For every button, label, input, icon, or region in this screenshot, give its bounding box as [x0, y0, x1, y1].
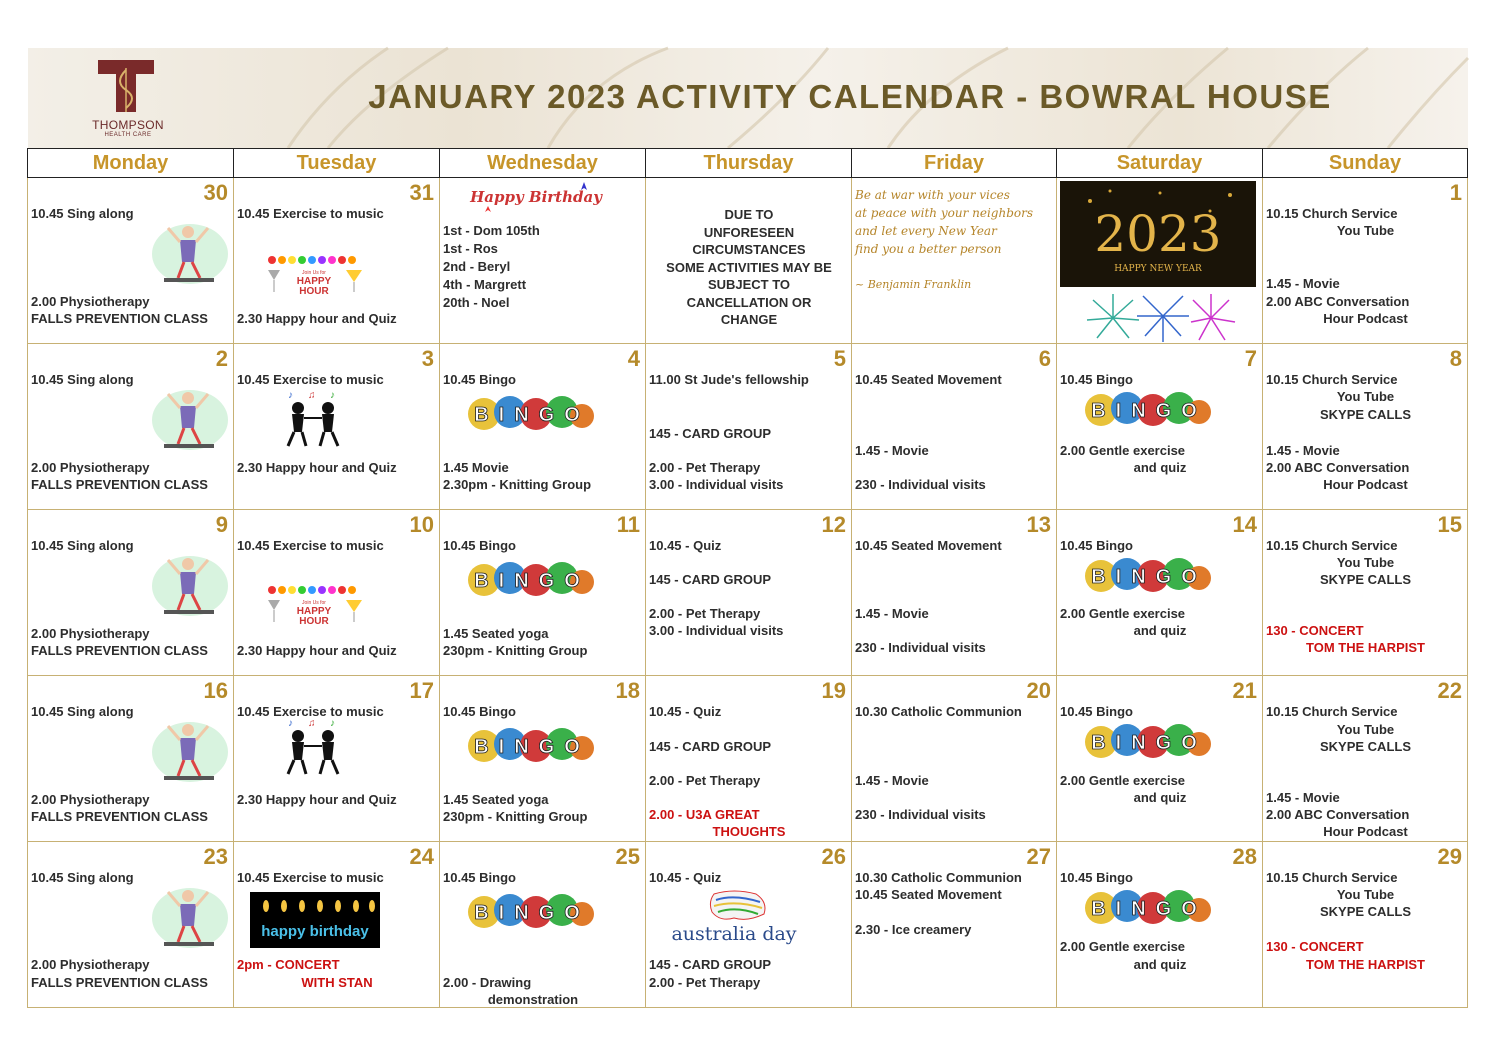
day-cell — [646, 510, 852, 676]
day-cell — [646, 344, 852, 510]
activity: 10.45 - Quiz — [649, 538, 722, 553]
day-number: 6 — [1038, 346, 1051, 371]
day-cell — [28, 178, 234, 344]
activity: SKYPE CALLS — [1319, 739, 1411, 754]
day-cell — [28, 344, 234, 510]
activity: 2.00 Gentle exercise — [1060, 443, 1186, 458]
activity: SKYPE CALLS — [1319, 572, 1411, 587]
dancer-icon — [150, 550, 230, 616]
activity-highlight: WITH STAN — [301, 975, 373, 990]
activity: 1.45 Seated yoga — [443, 792, 549, 807]
day-number: 7 — [1244, 346, 1257, 371]
activity: and quiz — [1133, 623, 1187, 638]
activity: 10.45 Seated Movement — [855, 538, 1002, 553]
activity: 2.00 - Pet Therapy — [649, 773, 761, 788]
quote-line: find you a better person — [855, 242, 1002, 256]
activity: 1.45 - Movie — [855, 606, 929, 621]
activity: and quiz — [1133, 790, 1187, 805]
day-cell — [1057, 510, 1263, 676]
activity: FALLS PREVENTION CLASS — [31, 477, 208, 492]
quote-line: and let every New Year — [855, 224, 997, 238]
day-number: 22 — [1437, 678, 1462, 703]
activity: Hour Podcast — [1323, 311, 1408, 326]
day-number: 5 — [833, 346, 846, 371]
weekday-tuesday: Tuesday — [234, 149, 440, 178]
svg-text:♪: ♪ — [330, 718, 335, 729]
activity: 10.45 Bingo — [1060, 870, 1133, 885]
day-number: 27 — [1026, 844, 1051, 869]
day-cell — [852, 178, 1057, 344]
activity: 10.45 Bingo — [443, 870, 516, 885]
activity: Hour Podcast — [1323, 824, 1408, 839]
activity-highlight: TOM THE HARPIST — [1306, 957, 1425, 972]
dancer-icon — [150, 716, 230, 782]
day-number: 25 — [615, 844, 640, 869]
day-number: 18 — [615, 678, 640, 703]
dancer-icon — [150, 384, 230, 450]
day-number: 15 — [1437, 512, 1462, 537]
activity: 230pm - Knitting Group — [443, 809, 588, 824]
day-number: 14 — [1232, 512, 1257, 537]
activity: 145 - CARD GROUP — [649, 572, 772, 587]
birthday-candles-icon — [250, 892, 380, 948]
day-cell — [234, 676, 440, 842]
activity: 2.00 Gentle exercise — [1060, 939, 1186, 954]
birthday-entry: 2nd - Beryl — [443, 259, 511, 274]
svg-text:♫: ♫ — [308, 718, 316, 729]
activity: 10.45 Bingo — [443, 704, 516, 719]
activity: 2.00 Physiotherapy — [31, 626, 150, 641]
day-cell — [852, 344, 1057, 510]
page-title: JANUARY 2023 ACTIVITY CALENDAR - BOWRAL HOUSE — [368, 78, 1332, 115]
day-cell — [440, 510, 646, 676]
activity: 2.00 - Pet Therapy — [649, 975, 761, 990]
birthday-candles-text: happy birthday — [261, 923, 369, 940]
happy-hour-icon — [262, 584, 368, 628]
svg-text:♪: ♪ — [330, 390, 335, 401]
activity: 11.00 St Jude's fellowship — [649, 372, 809, 387]
activity: 2.00 ABC Conversation — [1266, 294, 1410, 309]
activity: 2.00 Physiotherapy — [31, 294, 150, 309]
activity: You Tube — [1336, 389, 1395, 404]
dancing-couple-icon — [278, 718, 348, 778]
activity: 10.45 Sing along — [31, 704, 134, 719]
week-row-1 — [28, 178, 1468, 344]
day-cell — [1263, 510, 1468, 676]
calendar-grid — [27, 148, 1468, 1008]
activity: 10.45 Seated Movement — [855, 372, 1002, 387]
day-cell — [28, 510, 234, 676]
happy-hour-text2: HOUR — [299, 286, 329, 297]
day-cell — [852, 510, 1057, 676]
day-cell — [646, 676, 852, 842]
day-cell — [440, 178, 646, 344]
bingo-balls-icon — [1083, 386, 1211, 434]
bingo-balls-icon — [466, 722, 594, 770]
birthday-text: Happy Birthday — [470, 188, 602, 206]
logo-t-icon — [78, 58, 178, 118]
activity: 1.45 Seated yoga — [443, 626, 549, 641]
activity: 10.45 Bingo — [443, 372, 516, 387]
weekday-thursday: Thursday — [646, 149, 852, 178]
notice-line: SOME ACTIVITIES MAY BE — [666, 259, 832, 275]
day-cell — [234, 344, 440, 510]
day-number: 4 — [627, 346, 640, 371]
week-row-4 — [28, 676, 1468, 842]
notice-line: CHANGE — [720, 312, 778, 327]
day-number: 11 — [616, 512, 640, 537]
day-cell — [646, 178, 852, 344]
activity-highlight: THOUGHTS — [712, 824, 786, 839]
activity: FALLS PREVENTION CLASS — [31, 975, 208, 990]
notice — [646, 206, 852, 329]
activity: 2.30 Happy hour and Quiz — [237, 311, 397, 326]
activity: 2.00 Gentle exercise — [1060, 773, 1186, 788]
activity: 145 - CARD GROUP — [649, 426, 772, 441]
happy-hour-top: Join Us for — [302, 270, 326, 276]
svg-text:♫: ♫ — [308, 390, 316, 401]
notice-line: SUBJECT TO — [707, 277, 791, 292]
activity: 1.45 - Movie — [855, 443, 929, 458]
activity: 2.00 Physiotherapy — [31, 792, 150, 807]
activity: 2.00 Gentle exercise — [1060, 606, 1186, 621]
thompson-logo — [78, 58, 178, 142]
activity: Hour Podcast — [1323, 477, 1408, 492]
happy-hour-icon — [262, 254, 368, 298]
day-number: 24 — [409, 844, 434, 869]
bingo-balls-icon — [466, 390, 594, 438]
day-cell — [234, 178, 440, 344]
day-number: 21 — [1232, 678, 1257, 703]
day-number: 28 — [1232, 844, 1257, 869]
new-year-2023-icon — [1060, 181, 1256, 287]
activity: 10.45 Sing along — [31, 206, 134, 221]
activity: 10.30 Catholic Communion — [855, 704, 1022, 719]
fireworks-icon — [1073, 290, 1241, 346]
australia-day-text: australia day — [671, 923, 797, 945]
activity: SKYPE CALLS — [1319, 904, 1411, 919]
birthday-entry: 1st - Dom 105th — [443, 223, 540, 238]
activity: FALLS PREVENTION CLASS — [31, 643, 208, 658]
activity: 10.30 Catholic Communion — [855, 870, 1022, 885]
new-year-text: HAPPY NEW YEAR — [1114, 264, 1202, 274]
activity: 10.45 Sing along — [31, 538, 134, 553]
activity: and quiz — [1133, 957, 1187, 972]
activity: FALLS PREVENTION CLASS — [31, 809, 208, 824]
svg-text:♪: ♪ — [288, 390, 293, 401]
activity: 2.30 Happy hour and Quiz — [237, 643, 397, 658]
day-cell — [440, 842, 646, 1008]
bingo-text: BINGO — [1091, 732, 1207, 754]
activity: 10.45 Exercise to music — [237, 870, 384, 885]
day-number: 26 — [821, 844, 846, 869]
day-number: 16 — [203, 678, 228, 703]
activity: 10.15 Church Service — [1266, 704, 1398, 719]
activity: 230pm - Knitting Group — [443, 643, 588, 658]
activity: 10.15 Church Service — [1266, 870, 1398, 885]
day-number: 10 — [409, 512, 434, 537]
bingo-balls-icon — [1083, 884, 1211, 932]
activity: 10.15 Church Service — [1266, 372, 1398, 387]
activity: FALLS PREVENTION CLASS — [31, 311, 208, 326]
day-number: 30 — [203, 180, 228, 205]
activity: 145 - CARD GROUP — [649, 739, 772, 754]
happy-hour-top: Join Us for — [302, 600, 326, 606]
activity: SKYPE CALLS — [1319, 407, 1411, 422]
activity-highlight: TOM THE HARPIST — [1306, 640, 1425, 655]
activity: 10.45 Sing along — [31, 372, 134, 387]
activity: demonstration — [487, 992, 579, 1007]
day-number: 31 — [409, 180, 434, 205]
day-number: 19 — [821, 678, 846, 703]
day-number: 1 — [1449, 180, 1462, 205]
activity: 145 - CARD GROUP — [649, 957, 772, 972]
bingo-text: BINGO — [474, 404, 590, 426]
activity: 10.15 Church Service — [1266, 206, 1398, 221]
day-cell — [1057, 842, 1263, 1008]
day-number: 12 — [821, 512, 846, 537]
activity: 230 - Individual visits — [855, 640, 986, 655]
activity: 10.45 Exercise to music — [237, 704, 384, 719]
quote-line: Be at war with your vices — [855, 188, 1010, 202]
day-number: 9 — [215, 512, 228, 537]
bingo-balls-icon — [1083, 718, 1211, 766]
day-number: 29 — [1437, 844, 1462, 869]
day-cell — [852, 676, 1057, 842]
activity: 1.45 Movie — [443, 460, 509, 475]
activity: 10.45 Seated Movement — [855, 887, 1002, 902]
activity: 2.30 Happy hour and Quiz — [237, 792, 397, 807]
happy-hour-text2: HOUR — [299, 616, 329, 627]
happy-hour-text: HAPPY — [296, 606, 332, 617]
activity: 1.45 - Movie — [855, 773, 929, 788]
activity-highlight: 130 - CONCERT — [1266, 939, 1364, 954]
weekday-monday: Monday — [28, 149, 234, 178]
activity-highlight: 130 - CONCERT — [1266, 623, 1364, 638]
activity: 2.00 - Pet Therapy — [649, 606, 761, 621]
new-year-year: 2023 — [1094, 205, 1222, 263]
bingo-balls-icon — [1083, 552, 1211, 600]
activity: You Tube — [1336, 555, 1395, 570]
activity: 2.00 - Pet Therapy — [649, 460, 761, 475]
quote-line: at peace with your neighbors — [855, 206, 1034, 220]
svg-text:♪: ♪ — [288, 718, 293, 729]
week-row-3 — [28, 510, 1468, 676]
activity: 10.45 Bingo — [1060, 704, 1133, 719]
bingo-balls-icon — [466, 888, 594, 936]
activity: 2.00 Physiotherapy — [31, 957, 150, 972]
activity: 1.45 - Movie — [1266, 276, 1340, 291]
day-cell — [28, 676, 234, 842]
activity: and quiz — [1133, 460, 1187, 475]
day-cell — [1263, 178, 1468, 344]
bingo-text: BINGO — [474, 570, 590, 592]
activity-highlight: 2pm - CONCERT — [237, 957, 340, 972]
activity: 10.45 Exercise to music — [237, 206, 384, 221]
day-number: 20 — [1026, 678, 1051, 703]
activity: 230 - Individual visits — [855, 807, 986, 822]
day-cell — [440, 344, 646, 510]
bingo-text: BINGO — [474, 736, 590, 758]
day-cell — [234, 510, 440, 676]
activity: 10.45 Bingo — [1060, 372, 1133, 387]
happy-hour-text: HAPPY — [296, 276, 332, 287]
day-cell — [852, 842, 1057, 1008]
bingo-text: BINGO — [474, 902, 590, 924]
day-cell — [1057, 178, 1263, 344]
dancer-icon — [150, 882, 230, 948]
weekday-saturday: Saturday — [1057, 149, 1263, 178]
activity: 1.45 - Movie — [1266, 443, 1340, 458]
quote-author: ~ Benjamin Franklin — [855, 278, 972, 291]
activity: 1.45 - Movie — [1266, 790, 1340, 805]
activity: 10.45 Bingo — [443, 538, 516, 553]
activity: You Tube — [1336, 887, 1395, 902]
activity: 2.00 Physiotherapy — [31, 460, 150, 475]
activity-highlight: 2.00 - U3A GREAT — [649, 807, 760, 822]
notice-line: UNFORESEEN — [703, 224, 795, 240]
activity: 2.00 - Drawing — [443, 975, 532, 990]
activity: You Tube — [1336, 223, 1395, 238]
week-row-5 — [28, 842, 1468, 1008]
weekday-sunday: Sunday — [1263, 149, 1468, 178]
bingo-text: BINGO — [1091, 400, 1207, 422]
activity: 10.45 Sing along — [31, 870, 134, 885]
activity: 2.00 ABC Conversation — [1266, 807, 1410, 822]
day-cell — [1057, 676, 1263, 842]
day-number: 2 — [215, 346, 228, 371]
notice-line: CIRCUMSTANCES — [692, 242, 806, 257]
activity: 2.30 - Ice creamery — [855, 922, 972, 937]
activity: 3.00 - Individual visits — [649, 477, 784, 492]
day-cell — [646, 842, 852, 1008]
weekday-friday: Friday — [852, 149, 1057, 178]
activity: You Tube — [1336, 722, 1395, 737]
activity: 10.45 Bingo — [1060, 538, 1133, 553]
activity: 2.30 Happy hour and Quiz — [237, 460, 397, 475]
dancing-couple-icon — [278, 390, 348, 450]
activity: 10.45 Exercise to music — [237, 372, 384, 387]
day-cell — [1057, 344, 1263, 510]
week-row-2 — [28, 344, 1468, 510]
day-cell — [440, 676, 646, 842]
day-number: 23 — [203, 844, 228, 869]
activity: 10.45 Exercise to music — [237, 538, 384, 553]
activity: 10.45 - Quiz — [649, 870, 722, 885]
birthday-entry: 20th - Noel — [443, 295, 510, 310]
day-cell — [1263, 344, 1468, 510]
day-cell — [1263, 842, 1468, 1008]
weekday-wednesday: Wednesday — [440, 149, 646, 178]
logo-subtitle: HEALTH CARE — [104, 132, 152, 138]
activity: 2.00 ABC Conversation — [1266, 460, 1410, 475]
notice-line: CANCELLATION OR — [686, 294, 812, 310]
dancer-icon — [150, 218, 230, 284]
activity: 2.30pm - Knitting Group — [443, 477, 592, 492]
birthday-entry: 4th - Margrett — [443, 277, 527, 292]
day-number: 8 — [1449, 346, 1462, 371]
notice-line: DUE TO — [724, 207, 774, 222]
happy-birthday-icon — [470, 180, 602, 214]
day-number: 13 — [1026, 512, 1051, 537]
activity: 230 - Individual visits — [855, 477, 986, 492]
australia-day-icon — [664, 888, 804, 948]
day-cell — [1263, 676, 1468, 842]
day-number: 3 — [421, 346, 434, 371]
day-cell — [28, 842, 234, 1008]
bingo-balls-icon — [466, 556, 594, 604]
bingo-text: BINGO — [1091, 566, 1207, 588]
weekday-header-row — [28, 149, 1468, 178]
activity: 10.45 - Quiz — [649, 704, 722, 719]
activity: 10.15 Church Service — [1266, 538, 1398, 553]
logo-name: THOMPSON — [92, 118, 164, 132]
day-number: 17 — [409, 678, 434, 703]
bingo-text: BINGO — [1091, 898, 1207, 920]
activity: 3.00 - Individual visits — [649, 623, 784, 638]
birthday-entry: 1st - Ros — [443, 241, 498, 256]
day-cell — [234, 842, 440, 1008]
